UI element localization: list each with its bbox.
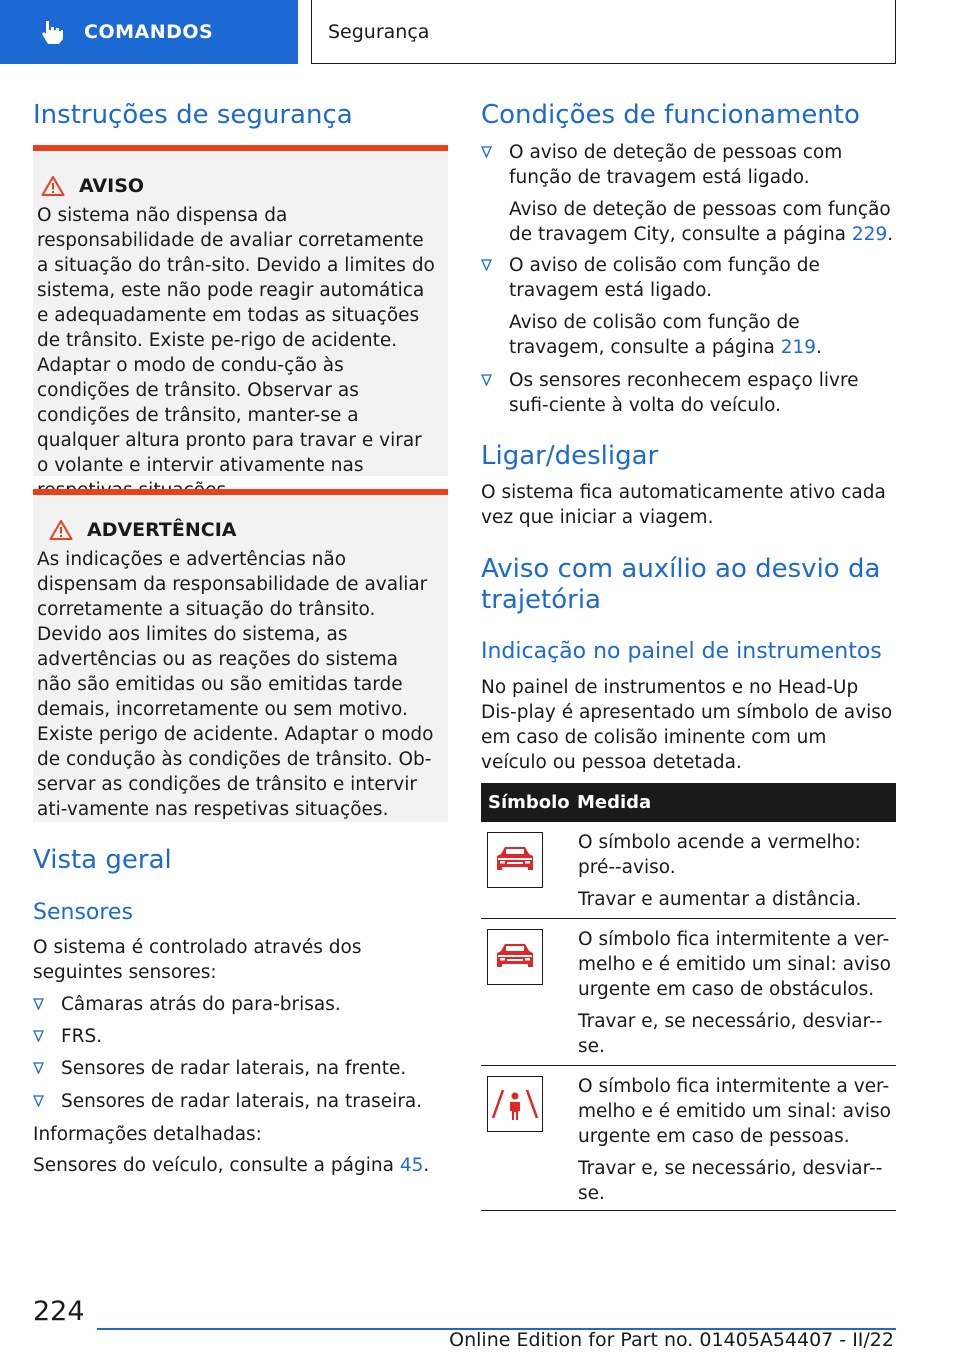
bullet-triangle-icon <box>33 998 44 1010</box>
advertencia-title: ADVERTÊNCIA <box>87 519 237 541</box>
sensors-title: Sensores <box>33 900 133 925</box>
table-header <box>481 783 896 822</box>
list-item: Sensores de radar laterais, na traseira. <box>33 1089 448 1114</box>
section-header <box>311 0 896 64</box>
safety-instructions-title: Instruções de segurança <box>33 100 353 130</box>
on-off-title: Ligar/desligar <box>481 441 659 471</box>
col-measure: Medida <box>577 792 652 813</box>
bullet-triangle-icon <box>33 1062 44 1074</box>
instrument-cluster-title: Indicação no painel de instrumentos <box>481 639 882 664</box>
sensors-reference: Sensores do veículo, consulte a página 45. <box>33 1155 430 1176</box>
bullet-triangle-icon <box>33 1030 44 1042</box>
car-warning-icon <box>487 832 543 888</box>
sensors-intro: O sistema é controlado através dos seguintes sensores: <box>33 937 362 983</box>
advertencia-box <box>33 489 448 822</box>
symbol-table <box>481 783 896 1211</box>
page-link-45[interactable]: 45 <box>399 1155 424 1176</box>
chapter-tab-label: COMANDOS <box>84 21 214 43</box>
page-link-219[interactable]: 219 <box>780 337 817 358</box>
page-link-229[interactable]: 229 <box>851 224 888 245</box>
warning-triangle-icon <box>41 175 65 197</box>
aviso-text: O sistema não dispensa da responsabilidade de avaliar corretamente a situação do trân-sito. Devido a limites do sistema, este não pode reagir automática e adequadamente em todas as situações de trânsito. Existe pe-rigo de acidente. Adaptar o modo de condu-ção às condições de trânsito. Observar as condições de trânsito, manter-se a qualquer altura pronto para travar e virar o volante e intervir ativamente nas <box>37 205 435 476</box>
bullet-triangle-icon <box>481 259 492 271</box>
pedestrian-warning-icon <box>487 1076 543 1132</box>
list-item: O aviso de deteção de pessoas com função de travagem está ligado. Aviso de deteção de pessoas com função de travagem City, consulte a página 229. <box>481 140 896 247</box>
car-warning-flashing-icon <box>487 929 543 985</box>
table-row: O símbolo fica intermitente a ver-melho e é emitido um sinal: aviso urgente em caso de obstáculos. Travar e, se necessário, desviar--se. <box>481 919 896 1066</box>
page-number: 224 <box>33 1296 85 1327</box>
list-item: Sensores de radar laterais, na frente. <box>33 1056 448 1081</box>
aviso-box <box>33 145 448 476</box>
list-item: FRS. <box>33 1024 448 1049</box>
list-item: O aviso de colisão com função de travagem está ligado. Aviso de colisão com função de travagem, consulte a página 219. <box>481 253 896 360</box>
evasion-aid-title: Aviso com auxílio ao desvio da trajetória <box>481 554 881 615</box>
bullet-triangle-icon <box>481 374 492 386</box>
operating-conditions-title: Condições de funcionamento <box>481 100 860 130</box>
chapter-tab[interactable] <box>0 0 298 64</box>
instrument-cluster-text: No painel de instrumentos e no Head-Up Dis-play é apresentado um símbolo de aviso em caso de colisão iminente com um veículo ou pessoa detetada. <box>481 677 893 773</box>
details-label: Informações detalhadas: <box>33 1124 262 1145</box>
pointing-hand-icon <box>38 18 66 46</box>
list-item: Câmaras atrás do para-brisas. <box>33 992 448 1017</box>
bullet-triangle-icon <box>33 1095 44 1107</box>
edition-note: Online Edition for Part no. 01405A54407 - II/22 <box>449 1329 894 1351</box>
overview-title: Vista geral <box>33 845 172 875</box>
bullet-triangle-icon <box>481 146 492 158</box>
section-label: Segurança <box>328 20 430 43</box>
list-item: Os sensores reconhecem espaço livre sufi-ciente à volta do veículo. <box>481 368 896 418</box>
advertencia-text: As indicações e advertências não dispensam da responsabilidade de avaliar corretamente a situação do trânsito. Devido aos limites do sistema, as advertências ou as reações do sistema não são emitidas ou são emitidas tarde demais, incorretamente ou sem motivo. Existe perigo de acidente. Adaptar o modo de condução às condições de trânsito. Ob-servar as condições de trânsito e intervir ati-vamente nas respetivas situações. <box>37 549 434 820</box>
table-row: O símbolo fica intermitente a ver-melho e é emitido um sinal: aviso urgente em caso de pessoas. Travar e, se necessário, desviar--se. <box>481 1066 896 1211</box>
aviso-title: AVISO <box>79 175 145 197</box>
on-off-text: O sistema fica automaticamente ativo cada vez que iniciar a viagem. <box>481 482 886 528</box>
table-row: O símbolo acende a vermelho: pré--aviso. Travar e aumentar a distância. <box>481 822 896 919</box>
col-symbol: Símbolo <box>488 792 570 813</box>
warning-triangle-icon <box>49 519 73 541</box>
